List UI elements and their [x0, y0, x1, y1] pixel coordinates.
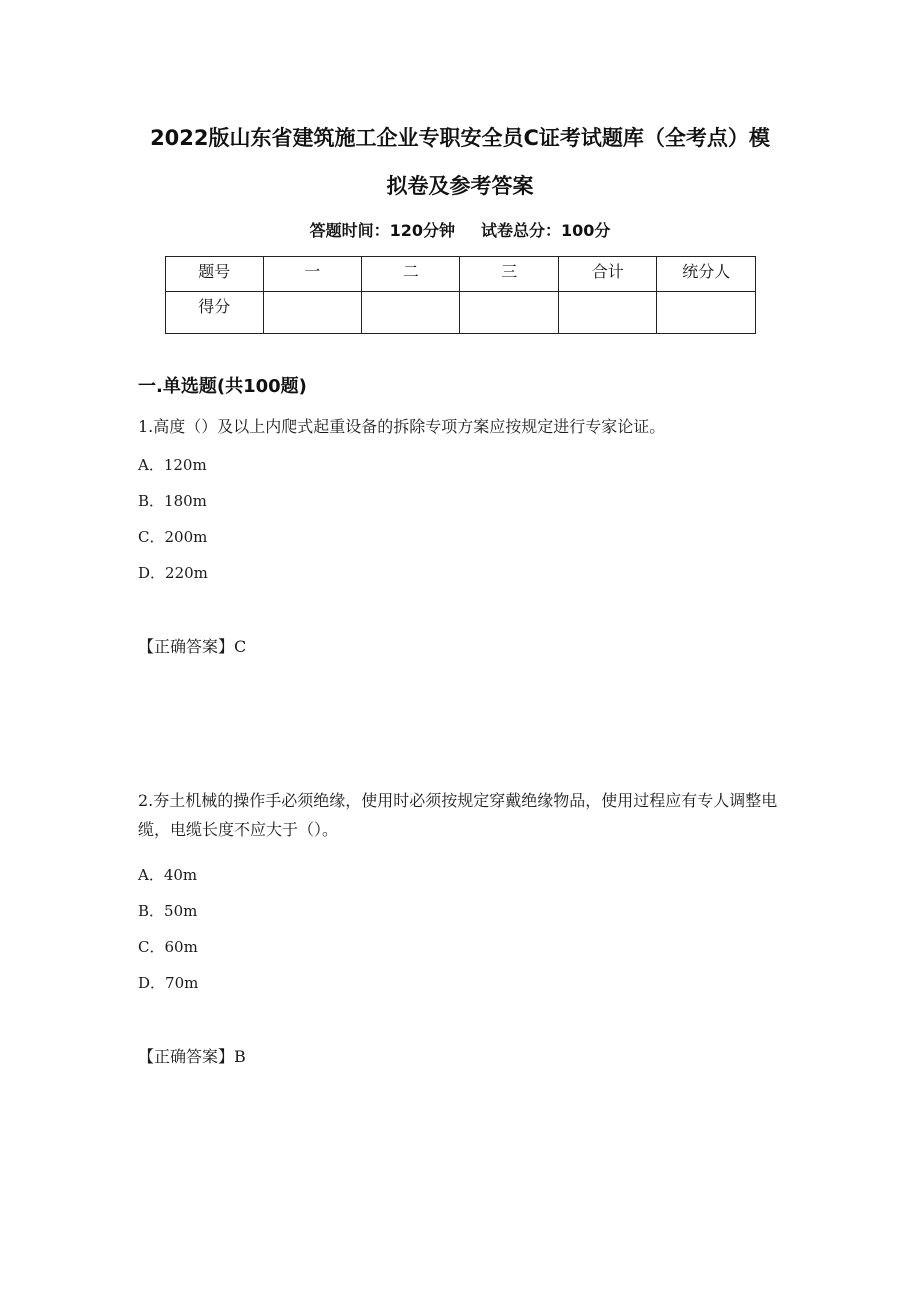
question-2-option-d: D．70m	[138, 974, 199, 992]
score-table-header-cell: 二	[361, 257, 459, 292]
score-table-header-cell: 三	[460, 257, 558, 292]
question-1-option-b: B．180m	[138, 492, 207, 510]
exam-info	[0, 218, 920, 241]
score-cell	[558, 292, 656, 334]
document-title-line-1: 2022版山东省建筑施工企业专职安全员C证考试题库（全考点）模	[150, 126, 770, 150]
score-table-header-cell: 统分人	[657, 257, 756, 292]
score-table-header-cell: 题号	[166, 257, 264, 292]
question-1-option-c: C．200m	[138, 528, 208, 546]
score-table-header-cell: 合计	[558, 257, 656, 292]
score-cell	[361, 292, 459, 334]
question-2-answer: 【正确答案】B	[138, 1047, 246, 1066]
total-score: 试卷总分：100分	[481, 221, 611, 240]
question-2-option-c: C．60m	[138, 938, 198, 956]
question-2-option-b: B．50m	[138, 902, 198, 920]
score-table-score-row	[166, 292, 756, 334]
score-row-label: 得分	[166, 292, 264, 334]
score-cell	[460, 292, 558, 334]
document-title-line-2: 拟卷及参考答案	[386, 174, 534, 198]
score-cell	[263, 292, 361, 334]
score-cell	[657, 292, 756, 334]
exam-time: 答题时间：120分钟	[309, 221, 455, 240]
score-table-header-row	[166, 257, 756, 292]
question-1-answer: 【正确答案】C	[138, 637, 247, 656]
question-2-option-a: A．40m	[138, 866, 198, 884]
score-table-header-cell: 一	[263, 257, 361, 292]
question-1-text: 1.高度（）及以上内爬式起重设备的拆除专项方案应按规定进行专家论证。	[138, 417, 666, 436]
question-2-text: 2.夯土机械的操作手必须绝缘，使用时必须按规定穿戴绝缘物品，使用过程应有专人调整电缆，电缆长度不应大于（）。	[138, 791, 778, 839]
question-1-option-d: D．220m	[138, 564, 208, 582]
question-1-option-a: A．120m	[138, 456, 207, 474]
score-table	[165, 256, 756, 334]
section-title: 一.单选题(共100题)	[138, 376, 307, 397]
